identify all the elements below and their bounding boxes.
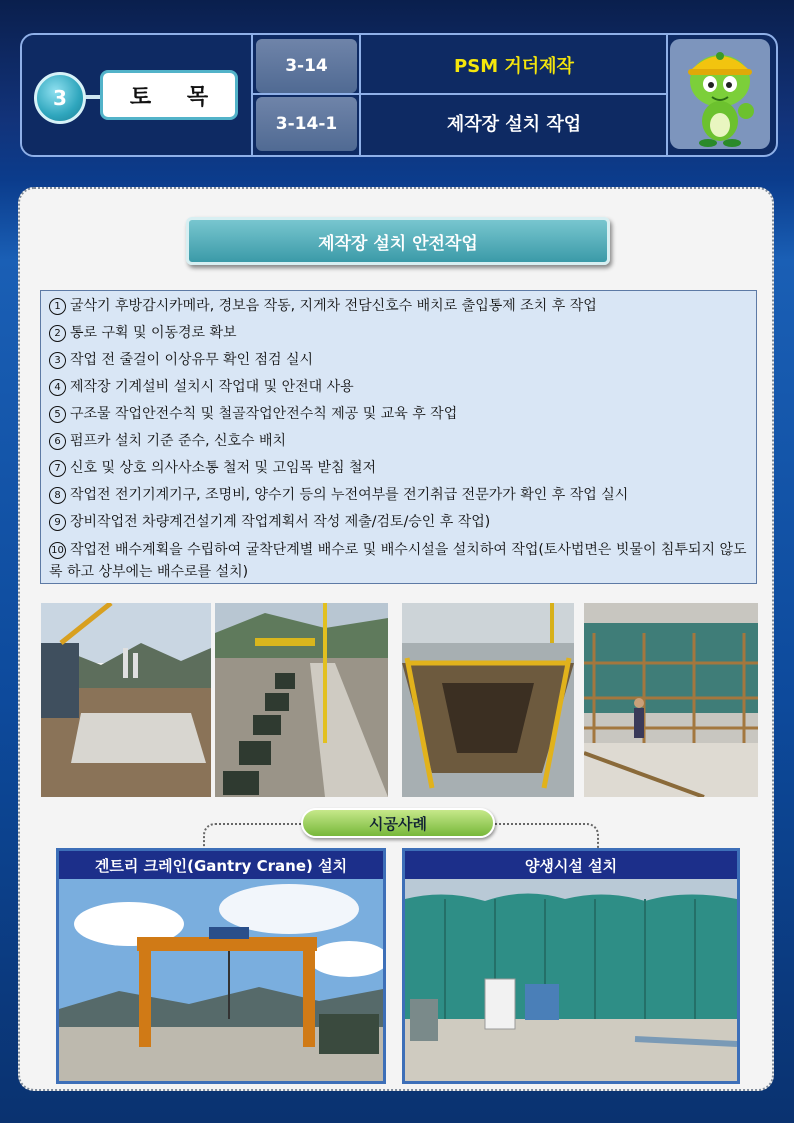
item-number: 6	[49, 433, 66, 450]
item-text: 작업전 전기기계기구, 조명비, 양수기 등의 누전여부를 전기취급 전문가가 확인 후 작업 실시	[70, 487, 629, 503]
list-item	[49, 428, 748, 455]
divider	[359, 35, 361, 155]
category-label: 토 목	[100, 70, 238, 120]
list-item	[49, 293, 748, 320]
gantry-crane-case	[56, 848, 386, 1084]
item-number: 2	[49, 325, 66, 342]
site-photo-excavation	[41, 603, 211, 797]
site-photo-scaffold	[584, 603, 758, 797]
item-text: 작업전 배수계획을 수립하여 굴착단계별 배수로 및 배수시설을 설치하여 작업(토사법면은 빗물이 침투되지 않도록 하고 상부에는 배수로를 설치)	[49, 542, 747, 580]
item-text: 작업 전 줄걸이 이상유무 확인 점검 실시	[70, 352, 314, 368]
list-item	[49, 320, 748, 347]
examples-label: 시공사례	[301, 808, 495, 838]
item-text: 장비작업전 차량계건설기계 작업계획서 작성 제출/검토/승인 후 작업)	[70, 514, 491, 530]
gantry-crane-photo	[59, 879, 383, 1081]
item-text: 통로 구획 및 이동경로 확보	[70, 325, 237, 341]
divider	[251, 35, 253, 155]
code-sub: 3-14-1	[256, 97, 357, 151]
item-number: 3	[49, 352, 66, 369]
section-banner: 제작장 설치 안전작업	[186, 217, 610, 265]
list-item	[49, 536, 748, 583]
item-text: 펌프카 설치 기준 준수, 신호수 배치	[70, 433, 287, 449]
item-number: 8	[49, 487, 66, 504]
item-text: 구조물 작업안전수칙 및 철골작업안전수칙 제공 및 교육 후 작업	[70, 406, 458, 422]
curing-facility-photo	[405, 879, 737, 1081]
site-photo-formwork	[402, 603, 574, 797]
section-number-badge: 3	[34, 72, 86, 124]
gantry-crane-title: 겐트리 크레인(Gantry Crane) 설치	[59, 851, 383, 879]
item-text: 신호 및 상호 의사사소통 철저 및 고임목 받침 철저	[70, 460, 377, 476]
list-item	[49, 455, 748, 482]
item-number: 10	[49, 542, 66, 559]
item-number: 9	[49, 514, 66, 531]
title-sub: 제작장 설치 작업	[446, 114, 582, 135]
header-panel	[20, 33, 778, 157]
site-photo-yard	[215, 603, 388, 797]
item-text: 굴삭기 후방감시카메라, 경보음 작동, 지게차 전담신호수 배치로 출입통제 조치 후 작업	[70, 298, 597, 314]
code-main: 3-14	[256, 39, 357, 93]
item-number: 7	[49, 460, 66, 477]
list-item	[49, 482, 748, 509]
list-item	[49, 347, 748, 374]
list-item	[49, 509, 748, 536]
divider	[666, 35, 668, 155]
item-number: 5	[49, 406, 66, 423]
list-item	[49, 401, 748, 428]
safety-checklist	[40, 290, 757, 584]
content-panel	[18, 187, 774, 1091]
item-number: 1	[49, 298, 66, 315]
item-text: 제작장 기계설비 설치시 작업대 및 안전대 사용	[70, 379, 354, 395]
curing-facility-title: 양생시설 설치	[405, 851, 737, 879]
curing-facility-case	[402, 848, 740, 1084]
list-item	[49, 374, 748, 401]
title-main: PSM 거더제작	[454, 56, 574, 77]
item-number: 4	[49, 379, 66, 396]
mascot-image	[670, 39, 770, 149]
